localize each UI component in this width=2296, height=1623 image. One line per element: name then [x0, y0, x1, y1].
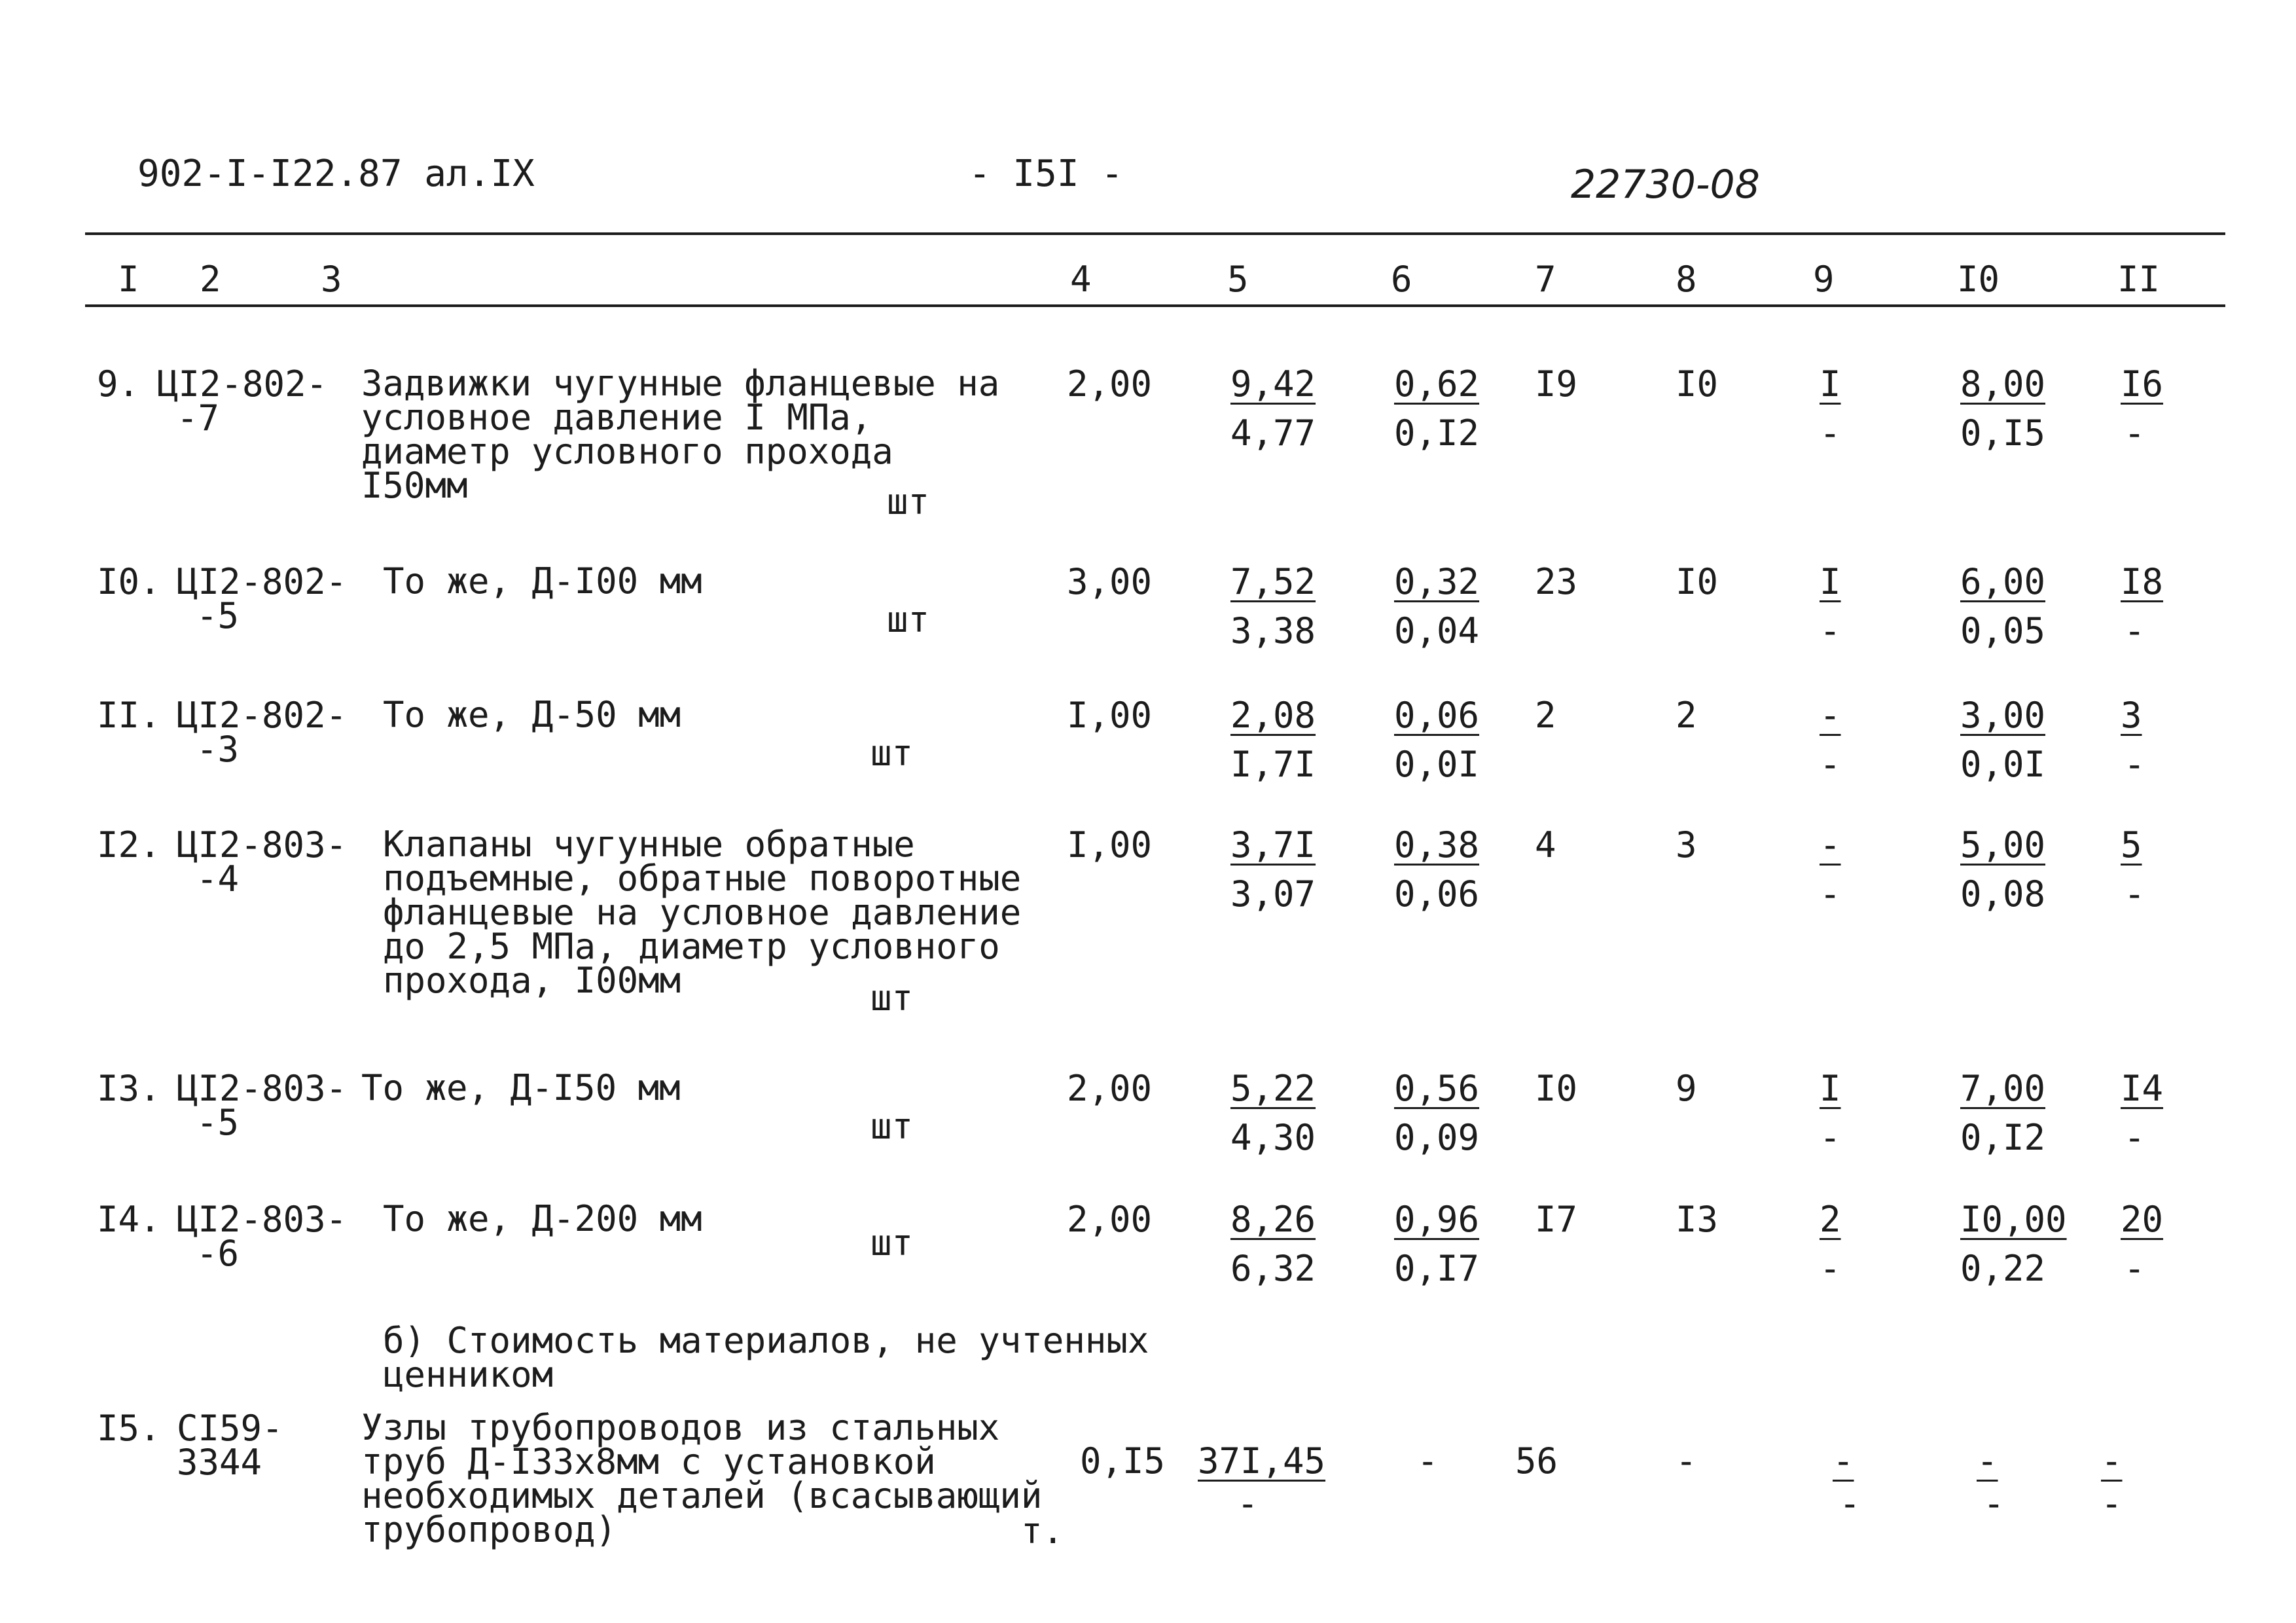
col11-bottom: -	[2124, 1117, 2145, 1158]
col7: I9	[1535, 363, 1578, 405]
col5-top: 9,42	[1230, 363, 1316, 405]
col5-top: 7,52	[1230, 561, 1316, 602]
col9-bottom: -	[1820, 412, 1841, 454]
col6-top: 0,38	[1394, 824, 1480, 866]
col7: 23	[1535, 561, 1578, 602]
col6-bottom: 0,06	[1394, 873, 1480, 915]
col6-top: 0,56	[1394, 1068, 1480, 1109]
col5-top: 3,7I	[1230, 824, 1316, 866]
col10-bottom: 0,08	[1960, 873, 2046, 915]
price-code: ЦI2-803-	[177, 824, 348, 866]
col-header-10: I0	[1957, 259, 2000, 300]
col7: 4	[1535, 824, 1556, 866]
col10-bottom: -	[1983, 1483, 2005, 1524]
price-code: ЦI2-802-	[157, 363, 328, 405]
row-number: I5.	[97, 1408, 161, 1449]
unit: шт	[870, 1106, 914, 1147]
col8: I0	[1676, 363, 1719, 405]
unit: шт	[870, 977, 914, 1019]
unit: шт	[870, 733, 914, 774]
col9-top: 2	[1820, 1199, 1841, 1240]
price-code-suffix: -3	[196, 729, 240, 770]
item-description: То же, Д-50 мм	[383, 694, 681, 735]
col9-top: -	[1833, 1440, 1854, 1482]
col8: 9	[1676, 1068, 1697, 1109]
col5-top: 2,08	[1230, 695, 1316, 736]
col11-top: 3	[2121, 695, 2142, 736]
col10-top: 8,00	[1960, 363, 2046, 405]
header-rule	[85, 304, 2225, 307]
item-description: То же, Д-I00 мм	[383, 560, 702, 602]
col11-top: -	[2101, 1440, 2123, 1482]
col6-bottom: 0,09	[1394, 1117, 1480, 1158]
col-header-3: 3	[321, 259, 342, 300]
col5-bottom: 3,07	[1230, 873, 1316, 915]
document-number: 22730-08	[1571, 162, 1760, 208]
col10-bottom: 0,05	[1960, 610, 2046, 651]
col9-top: I	[1820, 561, 1841, 602]
col10-top: I0,00	[1960, 1199, 2067, 1240]
col9-bottom: -	[1820, 1117, 1841, 1158]
col6-bottom: 0,I2	[1394, 412, 1480, 454]
col5-bottom: I,7I	[1230, 744, 1316, 785]
col8: I3	[1676, 1199, 1719, 1240]
col5-top: 5,22	[1230, 1068, 1316, 1109]
price-code: ЦI2-802-	[177, 561, 348, 602]
col11-bottom: -	[2124, 412, 2145, 454]
col7: I0	[1535, 1068, 1578, 1109]
col5-top: 8,26	[1230, 1199, 1316, 1240]
price-code: СI59-	[177, 1408, 283, 1449]
col9-top: -	[1820, 695, 1841, 736]
col11-top: I4	[2121, 1068, 2164, 1109]
col10-bottom: 0,0I	[1960, 744, 2046, 785]
col8: 3	[1676, 824, 1697, 866]
col7: I7	[1535, 1199, 1578, 1240]
col11-bottom: -	[2124, 1248, 2145, 1289]
unit: т.	[1021, 1510, 1064, 1552]
col9-top: -	[1820, 824, 1841, 866]
price-code-suffix: -4	[196, 858, 240, 900]
quantity: I,00	[1067, 824, 1153, 866]
col6-top: 0,32	[1394, 561, 1480, 602]
col5-bottom: 4,77	[1230, 412, 1316, 454]
col9-bottom: -	[1839, 1483, 1861, 1524]
quantity: 3,00	[1067, 561, 1153, 602]
col10-top: 7,00	[1960, 1068, 2046, 1109]
item-description: Узлы трубопроводов из стальных труб Д-I33х8мм с установкой необходимых деталей (всасывающий трубопровод)	[361, 1407, 1043, 1550]
row-number: I0.	[97, 561, 161, 602]
quantity: 2,00	[1067, 363, 1153, 405]
col-header-1: I	[118, 259, 139, 300]
row-number: 9.	[97, 363, 140, 405]
col8: 2	[1676, 695, 1697, 736]
document-code: 902-I-I22.87 ал.IX	[137, 153, 535, 195]
col10-top: -	[1977, 1440, 1998, 1482]
col11-top: I6	[2121, 363, 2164, 405]
col-header-6: 6	[1391, 259, 1412, 300]
row-number: II.	[97, 695, 161, 736]
col5-top: 37I,45	[1198, 1440, 1326, 1482]
price-code-suffix: -7	[177, 397, 220, 439]
item-description: То же, Д-I50 мм	[361, 1067, 681, 1108]
col9-bottom: -	[1820, 1248, 1841, 1289]
section-heading: б) Стоимость материалов, не учтенных ценником	[383, 1320, 1149, 1395]
col6-top: 0,96	[1394, 1199, 1480, 1240]
col8: -	[1676, 1440, 1697, 1482]
col5-bottom: -	[1237, 1483, 1259, 1524]
price-code-suffix: -5	[196, 1102, 240, 1143]
quantity: I,00	[1067, 695, 1153, 736]
col11-bottom: -	[2124, 610, 2145, 651]
col10-top: 5,00	[1960, 824, 2046, 866]
col11-bottom: -	[2124, 873, 2145, 915]
col10-bottom: 0,I2	[1960, 1117, 2046, 1158]
col10-top: 6,00	[1960, 561, 2046, 602]
col9-bottom: -	[1820, 873, 1841, 915]
col11-top: I8	[2121, 561, 2164, 602]
col11-bottom: -	[2124, 744, 2145, 785]
col9-top: I	[1820, 363, 1841, 405]
col9-bottom: -	[1820, 744, 1841, 785]
item-description: Задвижки чугунные фланцевые на условное давление I МПа, диаметр условного прохода I50мм	[361, 363, 1000, 506]
top-rule	[85, 232, 2225, 235]
unit: шт	[870, 1222, 914, 1264]
col10-top: 3,00	[1960, 695, 2046, 736]
col10-bottom: 0,22	[1960, 1248, 2046, 1289]
col7: 2	[1535, 695, 1556, 736]
quantity: 2,00	[1067, 1199, 1153, 1240]
row-number: I4.	[97, 1199, 161, 1240]
col9-bottom: -	[1820, 610, 1841, 651]
item-description: То же, Д-200 мм	[383, 1198, 702, 1239]
row-number: I2.	[97, 824, 161, 866]
col6-top: 0,62	[1394, 363, 1480, 405]
price-code: ЦI2-803-	[177, 1068, 348, 1109]
col11-top: 5	[2121, 824, 2142, 866]
page-number: - I5I -	[969, 153, 1124, 195]
col11-top: 20	[2121, 1199, 2164, 1240]
col5-bottom: 4,30	[1230, 1117, 1316, 1158]
quantity: 0,I5	[1080, 1440, 1166, 1482]
item-description: Клапаны чугунные обратные подъемные, обратные поворотные фланцевые на условное давление до 2,5 МПа, диаметр условного прохода, I00мм	[383, 824, 1022, 1001]
price-code-suffix: -5	[196, 595, 240, 636]
col6: -	[1417, 1440, 1439, 1482]
col5-bottom: 6,32	[1230, 1248, 1316, 1289]
quantity: 2,00	[1067, 1068, 1153, 1109]
col-header-8: 8	[1676, 259, 1697, 300]
col-header-9: 9	[1813, 259, 1835, 300]
price-code: ЦI2-803-	[177, 1199, 348, 1240]
col-header-11: II	[2117, 259, 2161, 300]
unit: шт	[887, 599, 930, 640]
col-header-2: 2	[200, 259, 221, 300]
row-number: I3.	[97, 1068, 161, 1109]
col-header-7: 7	[1535, 259, 1556, 300]
col10-bottom: 0,I5	[1960, 412, 2046, 454]
col-header-4: 4	[1070, 259, 1092, 300]
col-header-5: 5	[1227, 259, 1249, 300]
col6-bottom: 0,04	[1394, 610, 1480, 651]
unit: шт	[887, 481, 930, 522]
col6-top: 0,06	[1394, 695, 1480, 736]
col5-bottom: 3,38	[1230, 610, 1316, 651]
price-code: ЦI2-802-	[177, 695, 348, 736]
col6-bottom: 0,I7	[1394, 1248, 1480, 1289]
col7: 56	[1515, 1440, 1558, 1482]
col9-top: I	[1820, 1068, 1841, 1109]
price-code-suffix: -6	[196, 1233, 240, 1274]
col6-bottom: 0,0I	[1394, 744, 1480, 785]
col11-bottom: -	[2101, 1483, 2123, 1524]
price-code-suffix: 3344	[177, 1442, 262, 1483]
col8: I0	[1676, 561, 1719, 602]
